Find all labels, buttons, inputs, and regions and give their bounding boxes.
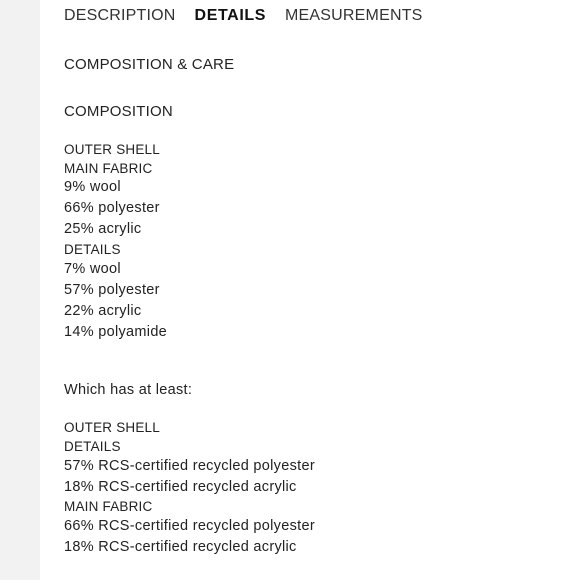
tab-description[interactable]: DESCRIPTION xyxy=(64,7,176,24)
at-least-intro: Which has at least: xyxy=(64,382,193,398)
outer-shell-label: OUTER SHELL xyxy=(64,420,160,435)
details-label: DETAILS xyxy=(64,439,121,454)
main-fabric-line: 9% wool xyxy=(64,179,121,195)
main-fabric-line: 66% polyester xyxy=(64,200,160,216)
product-details-panel xyxy=(40,0,580,580)
details-line: 57% polyester xyxy=(64,282,160,298)
main-fabric-line: 25% acrylic xyxy=(64,221,142,237)
tab-details[interactable]: DETAILS xyxy=(194,7,267,24)
details-line: 14% polyamide xyxy=(64,324,168,340)
tab-measurements[interactable]: MEASUREMENTS xyxy=(285,7,423,24)
main-fabric-label: MAIN FABRIC xyxy=(64,161,153,176)
section-title: COMPOSITION & CARE xyxy=(64,56,235,73)
details-line: 7% wool xyxy=(64,261,121,277)
main-fabric-label: MAIN FABRIC xyxy=(64,499,153,514)
tab-bar xyxy=(64,7,423,25)
outer-shell-label: OUTER SHELL xyxy=(64,142,160,157)
details-label: DETAILS xyxy=(64,242,121,257)
recycled-main-fabric-line: 66% RCS-certified recycled polyester xyxy=(64,518,315,534)
recycled-details-line: 18% RCS-certified recycled acrylic xyxy=(64,479,297,495)
recycled-main-fabric-line: 18% RCS-certified recycled acrylic xyxy=(64,539,297,555)
composition-heading: COMPOSITION xyxy=(64,103,173,120)
recycled-details-line: 57% RCS-certified recycled polyester xyxy=(64,458,315,474)
details-line: 22% acrylic xyxy=(64,303,142,319)
